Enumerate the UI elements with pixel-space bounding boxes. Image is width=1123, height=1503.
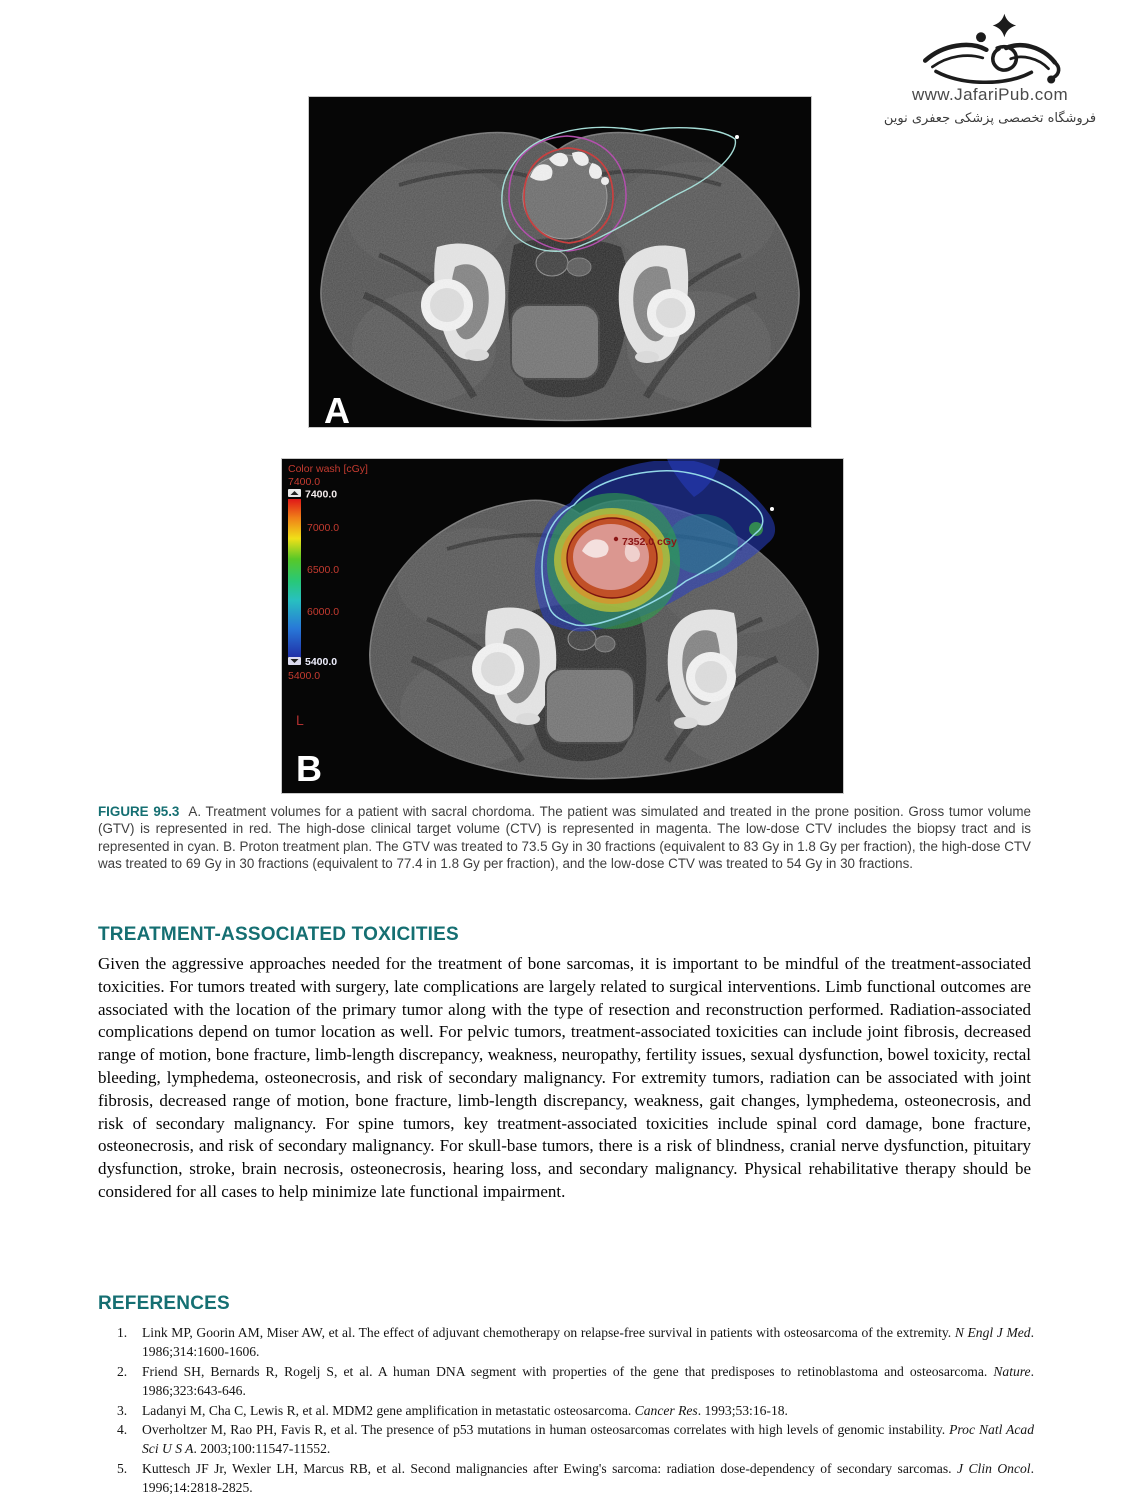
- legend-bar-bottom-label: 5400.0: [305, 656, 338, 668]
- publisher-tagline: فروشگاه تخصصی پزشکی جعفری نوین: [883, 111, 1097, 126]
- journal-name: J Clin Oncol: [957, 1460, 1031, 1476]
- reference-number: 5.: [117, 1460, 128, 1476]
- ct-scan-b-image: [282, 459, 843, 793]
- panel-a-label: A: [324, 390, 350, 427]
- reference-number: 2.: [117, 1363, 128, 1379]
- legend-tick: 6500.0: [307, 564, 340, 576]
- reference-text: Ladanyi M, Cha C, Lewis R, et al. MDM2 gene amplification in metastatic osteosarcoma.: [142, 1402, 635, 1418]
- reference-tail: . 1986;323:643-646.: [142, 1363, 1034, 1399]
- orientation-marker: L: [296, 712, 304, 728]
- dose-annotation: 7352.0 cGy: [622, 536, 677, 548]
- dose-point-marker: [614, 537, 618, 541]
- legend-bar-top-label: 7400.0: [305, 488, 338, 501]
- reference-tail: . 1993;53:16-18.: [697, 1402, 788, 1418]
- figure-caption-label: FIGURE 95.3: [98, 804, 180, 819]
- ct-scan-a-image: [309, 97, 811, 427]
- legend-max-value: 7400.0: [288, 476, 321, 488]
- reference-text: Kuttesch JF Jr, Wexler LH, Marcus RB, et al. Second malignancies after Ewing's sarcoma: radiation dose-dependency of secondary sarcomas.: [142, 1460, 957, 1476]
- reference-item: [117, 1420, 1034, 1459]
- reference-text: Overholtzer M, Rao PH, Favis R, et al. The presence of p53 mutations in human osteosarcomas correlates with high levels of genomic instability.: [142, 1422, 950, 1438]
- journal-name: Proc Natl Acad Sci U S A: [142, 1422, 1034, 1457]
- reference-number: 1.: [117, 1325, 128, 1340]
- publisher-url: www.JafariPub.com: [911, 85, 1069, 104]
- reference-item: [117, 1401, 1034, 1420]
- legend-title: Color wash [cGy]: [288, 463, 368, 475]
- legend-min-value: 5400.0: [288, 670, 321, 682]
- jafaripub-logo-icon: [915, 12, 1065, 84]
- figure-panel-a: [308, 96, 812, 428]
- reference-item: [117, 1323, 1034, 1362]
- reference-item: [117, 1459, 1034, 1498]
- panel-b-label: B: [296, 748, 322, 789]
- reference-tail: . 2003;100:11547-11552.: [193, 1441, 331, 1457]
- toxicities-paragraph: Given the aggressive approaches needed for the treatment of bone sarcomas, it is important to be mindful of the treatment-associated toxicities. For tumors treated with surgery, late complications are largely related to surgical interventions. Limb functional outcomes are associated with the location of the primary tumor along with the type of resection and reconstruction performed. Radiation-associated complications depend on tumor location as well. For pelvic tumors, treatment-associated toxicities can include joint fibrosis, decreased range of motion, bone fracture, limb-length discrepancy, weakness, neuropathy, fertility issues, sexual dysfunction, bowel toxicity, rectal bleeding, lymphedema, osteonecrosis, and risk of secondary malignancy. For extremity tumors, radiation can be associated with joint fibrosis, decreased range of motion, bone fracture, limb-length discrepancy, weakness, gait changes, lymphedema, osteonecrosis, and risk of secondary malignancy. For spine tumors, key treatment-associated toxicities include spinal cord damage, bone fracture, osteonecrosis, and risk of secondary malignancy. For skull-base tumors, there is a risk of blindness, cranial nerve dysfunction, pituitary dysfunction, stroke, brain necrosis, osteonecrosis, hearing loss, and secondary malignancy. Physical rehabilitative therapy should be considered for all cases to help minimize late functional impairment.: [98, 954, 1031, 1201]
- figure-panel-b: [281, 458, 844, 794]
- marker-dot: [735, 135, 739, 139]
- references-list: [117, 1323, 1034, 1498]
- colorbar-min-icon: [288, 657, 301, 665]
- reference-text: Link MP, Goorin AM, Miser AW, et al. The effect of adjuvant chemotherapy on relapse-free survival in patients with osteosarcoma of the extremity.: [142, 1325, 955, 1340]
- reference-text: Friend SH, Bernards R, Rogelj S, et al. A human DNA segment with properties of the gene that predisposes to retinoblastoma and osteosarcoma.: [142, 1363, 994, 1379]
- legend-tick: 7000.0: [307, 522, 340, 534]
- reference-item: [117, 1362, 1034, 1401]
- reference-number: 3.: [117, 1402, 128, 1418]
- publisher-header: [855, 12, 1123, 126]
- reference-tail: . 1986;314:1600-1606.: [142, 1325, 1035, 1360]
- reference-tail: . 1996;14:2818-2825.: [142, 1460, 1034, 1496]
- section-heading-toxicities: TREATMENT-ASSOCIATED TOXICITIES: [98, 924, 459, 945]
- section-heading-references: REFERENCES: [98, 1293, 230, 1314]
- legend-tick: 6000.0: [307, 606, 340, 618]
- figure-caption: [98, 803, 1031, 872]
- journal-name: Nature: [993, 1363, 1031, 1379]
- marker-dot: [770, 507, 774, 511]
- reference-number: 4.: [117, 1422, 128, 1438]
- colorbar-max-icon: [288, 489, 301, 497]
- figure-caption-text: A. Treatment volumes for a patient with sacral chordoma. The patient was simulated and treated in the prone position. Gross tumor volume (GTV) is represented in red. The high-dose clinical target volume (CTV) is represented in magenta. The low-dose CTV includes the biopsy tract and is represented in cyan. B. Proton treatment plan. The GTV was treated to 73.5 Gy in 30 fractions (equivalent to 83 Gy in 1.8 Gy per fraction), the high-dose CTV was treated to 69 Gy in 30 fractions (equivalent to 77.4 in 1.8 Gy per fraction), and the low-dose CTV was treated to 54 Gy in 30 fractions.: [98, 804, 1031, 871]
- journal-name: Cancer Res: [634, 1402, 698, 1418]
- journal-name: N Engl J Med: [954, 1325, 1031, 1340]
- dose-colorbar: [288, 499, 301, 657]
